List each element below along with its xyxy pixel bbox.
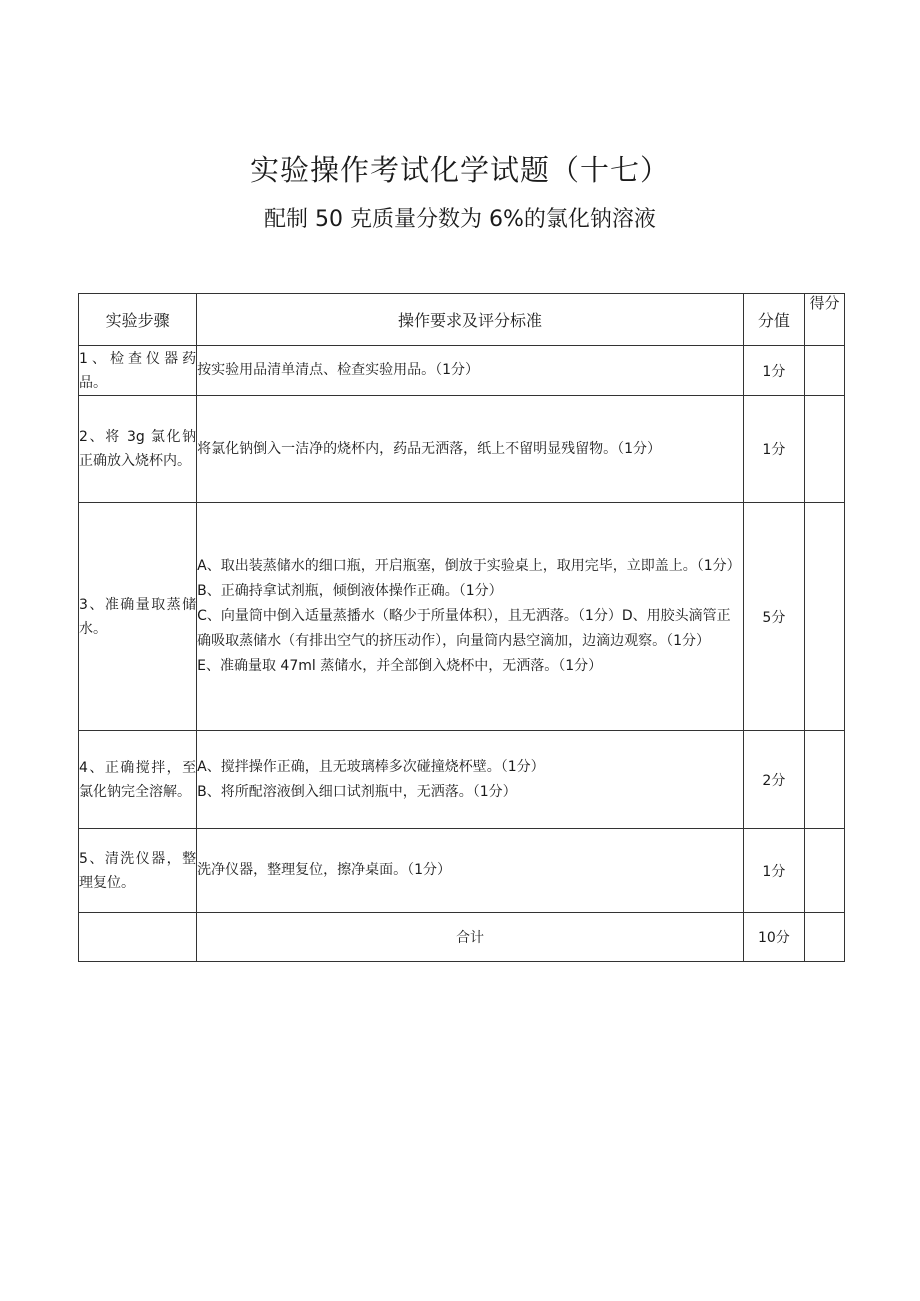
score-cell[interactable] [804, 503, 844, 731]
header-step: 实验步骤 [79, 294, 197, 346]
page-subtitle: 配制 50 克质量分数为 6%的氯化钠溶液 [264, 207, 656, 232]
table-total-row [79, 913, 845, 962]
header-points: 分值 [743, 294, 804, 346]
score-cell[interactable] [804, 731, 844, 829]
requirement-cell [197, 346, 744, 396]
step-cell: 2、将 3g 氯化钠正确放入烧杯内。 [79, 396, 197, 503]
scoring-table [78, 293, 845, 962]
requirement-cell [197, 731, 744, 829]
points-cell: 1分 [743, 346, 804, 396]
requirement-line: 按实验用品清单清点、检查实验用品。（1分） [197, 362, 480, 378]
requirement-cell [197, 829, 744, 913]
score-cell[interactable] [804, 829, 844, 913]
requirement-line: A、搅拌操作正确，且无玻璃棒多次碰撞烧杯壁。（1分） [197, 758, 545, 775]
points-cell: 2分 [743, 731, 804, 829]
table-row [79, 396, 845, 503]
table-row [79, 731, 845, 829]
total-score-cell[interactable] [804, 913, 844, 962]
points-cell: 5分 [743, 503, 804, 731]
step-cell: 3、准确量取蒸储水。 [79, 503, 197, 731]
step-cell: 1、检查仪器药品。 [79, 346, 197, 396]
table-row [79, 503, 845, 731]
table-header-row [79, 294, 845, 346]
requirement-cell [197, 503, 744, 731]
table-row [79, 829, 845, 913]
points-cell: 1分 [743, 396, 804, 503]
requirement-line: E、准确量取 47ml 蒸储水，并全部倒入烧杯中，无洒落。（1分） [197, 658, 603, 674]
page-title: 实验操作考试化学试题（十七） [249, 153, 670, 187]
requirement-line: B、将所配溶液倒入细口试剂瓶中，无洒落。（1分） [197, 783, 517, 800]
requirement-line: C、向量筒中倒入适量蒸播水（略少于所量体积），且无洒落。（1分）D、用胶头滴管正确吸取蒸储水（有排出空气的挤压动作），向量筒内悬空滴加，边滴边观察。（1分） [197, 608, 731, 649]
total-points: 10分 [743, 913, 804, 962]
score-cell[interactable] [804, 396, 844, 503]
requirement-line: B、正确持拿试剂瓶，倾倒液体操作正确。（1分） [197, 583, 503, 599]
total-empty-cell [79, 913, 197, 962]
table-row [79, 346, 845, 396]
requirement-cell [197, 396, 744, 503]
total-label: 合计 [197, 913, 744, 962]
requirement-line: 将氯化钠倒入一洁净的烧杯内，药品无洒落，纸上不留明显残留物。（1分） [197, 440, 662, 457]
score-cell[interactable] [804, 346, 844, 396]
header-score: 得分 [804, 294, 844, 346]
requirement-line: A、取出装蒸储水的细口瓶，开启瓶塞，倒放于实验桌上，取用完毕，立即盖上。（1分） [197, 558, 741, 574]
step-cell: 4、正确搅拌，至氯化钠完全溶解。 [79, 731, 197, 829]
header-requirement: 操作要求及评分标准 [197, 294, 744, 346]
step-cell: 5、清洗仪器，整理复位。 [79, 829, 197, 913]
points-cell: 1分 [743, 829, 804, 913]
requirement-line: 洗净仪器，整理复位，擦净桌面。（1分） [197, 862, 452, 878]
